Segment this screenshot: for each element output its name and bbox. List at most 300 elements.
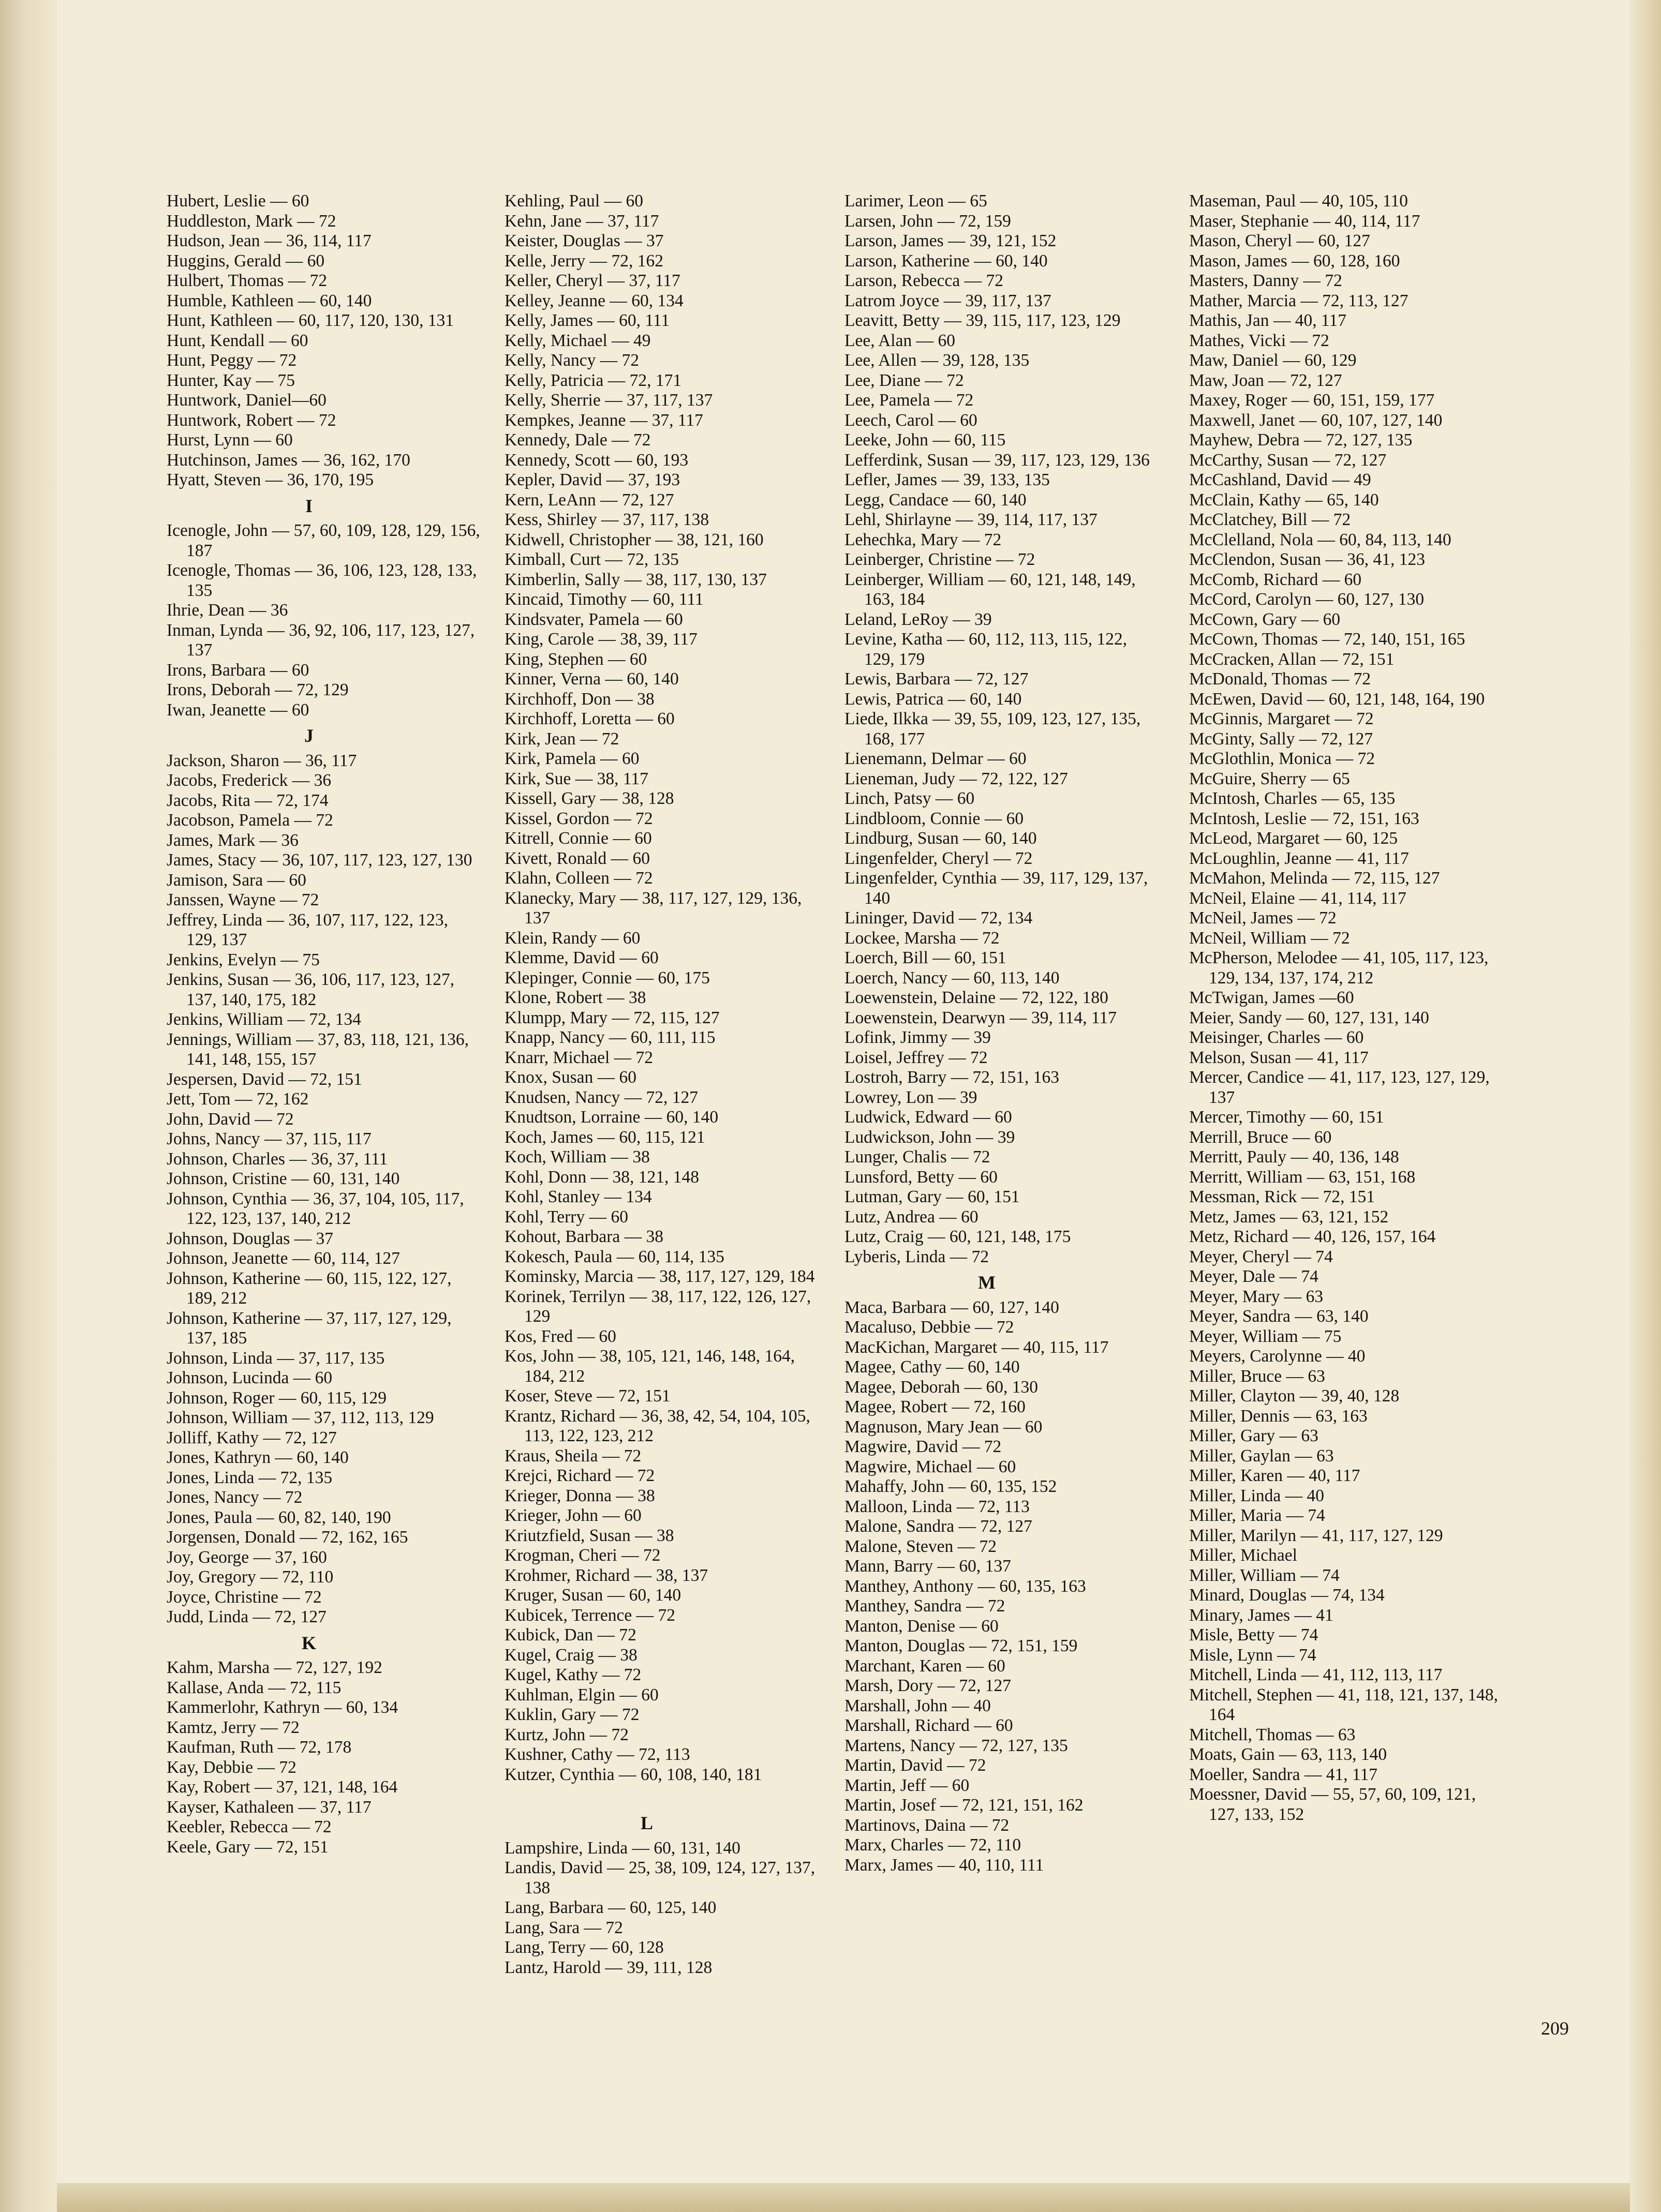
index-entry: Kraus, Sheila — 72 (505, 1446, 642, 1466)
index-entry: MacKichan, Margaret — 40, 115, 117 (844, 1337, 1109, 1357)
index-entry: Koser, Steve — 72, 151 (505, 1386, 671, 1406)
index-entry: Lewis, Barbara — 72, 127 (844, 669, 1029, 689)
index-entry: Jones, Nancy — 72 (167, 1488, 303, 1507)
index-entry: Magnuson, Mary Jean — 60 (844, 1417, 1043, 1437)
index-entry: Hutchinson, James — 36, 162, 170 (167, 450, 410, 470)
index-entry: Maseman, Paul — 40, 105, 110 (1189, 191, 1408, 211)
index-entry: Leavitt, Betty — 39, 115, 117, 123, 129 (844, 311, 1121, 330)
index-entry: Kurtz, John — 72 (505, 1725, 629, 1744)
index-entry: Kokesch, Paula — 60, 114, 135 (505, 1247, 724, 1266)
index-entry: Klone, Robert — 38 (505, 988, 646, 1007)
index-column-1 (167, 191, 482, 1857)
index-entry: Mason, Cheryl — 60, 127 (1189, 231, 1370, 250)
index-column-4 (1189, 191, 1505, 1825)
index-entry: Humble, Kathleen — 60, 140 (167, 291, 372, 310)
index-entry: Lee, Allen — 39, 128, 135 (844, 351, 1030, 370)
index-entry: Larsen, John — 72, 159 (844, 211, 1011, 231)
index-entry: Irons, Deborah — 72, 129 (167, 680, 349, 699)
index-entry: Lowrey, Lon — 39 (844, 1087, 977, 1107)
index-entry: Minard, Douglas — 74, 134 (1189, 1586, 1385, 1605)
index-entry: Leech, Carol — 60 (844, 410, 977, 430)
index-entry: Maxwell, Janet — 60, 107, 127, 140 (1189, 410, 1443, 430)
index-entry: Kissell, Gary — 38, 128 (505, 789, 674, 808)
index-entry: Kehling, Paul — 60 (505, 191, 643, 211)
index-entry: Jacobs, Frederick — 36 (167, 771, 332, 790)
index-entry: Huggins, Gerald — 60 (167, 251, 325, 271)
index-entry: Leinberger, Christine — 72 (844, 550, 1035, 569)
index-entry: Judd, Linda — 72, 127 (167, 1607, 327, 1626)
index-entry: Knarr, Michael — 72 (505, 1048, 654, 1067)
index-entry: Hubert, Leslie — 60 (167, 191, 309, 211)
index-entry: James, Mark — 36 (167, 830, 299, 850)
index-entry: Kirk, Pamela — 60 (505, 749, 640, 768)
index-entry: Miller, Michael (1189, 1546, 1297, 1565)
index-entry: Masters, Danny — 72 (1189, 271, 1342, 290)
index-entry: Johnson, Linda — 37, 117, 135 (167, 1348, 385, 1368)
index-entry: Klein, Randy — 60 (505, 928, 641, 948)
section-letter: J (304, 725, 314, 746)
index-entry: Malone, Sandra — 72, 127 (844, 1517, 1032, 1536)
index-entry: Meyer, Sandra — 63, 140 (1189, 1307, 1369, 1326)
index-entry: Maxey, Roger — 60, 151, 159, 177 (1189, 391, 1435, 410)
index-entry: Hudson, Jean — 36, 114, 117 (167, 231, 372, 250)
index-entry: Hunt, Kathleen — 60, 117, 120, 130, 131 (167, 311, 454, 330)
index-entry: Lehl, Shirlayne — 39, 114, 117, 137 (844, 510, 1098, 529)
index-entry: Kay, Debbie — 72 (167, 1757, 296, 1777)
index-entry: Kennedy, Dale — 72 (505, 430, 651, 450)
index-entry: Martin, Josef — 72, 121, 151, 162 (844, 1796, 1084, 1815)
index-entry: Loewenstein, Delaine — 72, 122, 180 (844, 988, 1108, 1007)
index-entry: Lutman, Gary — 60, 151 (844, 1187, 1020, 1206)
index-column-3 (844, 191, 1160, 1875)
index-entry: Lutz, Andrea — 60 (844, 1207, 978, 1227)
index-entry: Lockee, Marsha — 72 (844, 928, 1000, 948)
index-entry: Melson, Susan — 41, 117 (1189, 1048, 1369, 1067)
index-entry: McGinty, Sally — 72, 127 (1189, 729, 1373, 749)
index-entry: Hyatt, Steven — 36, 170, 195 (167, 470, 374, 489)
index-entry: Krieger, John — 60 (505, 1506, 642, 1525)
index-entry: Kuklin, Gary — 72 (505, 1705, 640, 1724)
index-entry: Lofink, Jimmy — 39 (844, 1028, 991, 1047)
index-entry: Mathes, Vicki — 72 (1189, 331, 1329, 350)
index-entry: Kirchhoff, Don — 38 (505, 689, 655, 709)
index-entry: Kohl, Donn — 38, 121, 148 (505, 1167, 699, 1187)
index-entry: Johnson, Douglas — 37 (167, 1229, 333, 1248)
index-entry: Jespersen, David — 72, 151 (167, 1069, 362, 1089)
index-entry: Lehechka, Mary — 72 (844, 530, 1002, 549)
index-entry: Linch, Patsy — 60 (844, 789, 975, 808)
index-entry: McCord, Carolyn — 60, 127, 130 (1189, 590, 1425, 609)
index-entry: McComb, Richard — 60 (1189, 570, 1362, 589)
index-entry: Marshall, Richard — 60 (844, 1716, 1013, 1735)
index-entry: Messman, Rick — 72, 151 (1189, 1187, 1375, 1206)
index-entry: Miller, William — 74 (1189, 1565, 1340, 1585)
index-entry: Mann, Barry — 60, 137 (844, 1557, 1011, 1576)
index-entry: Kushner, Cathy — 72, 113 (505, 1745, 690, 1764)
index-entry: Kissel, Gordon — 72 (505, 809, 653, 828)
index-entry: Lantz, Harold — 39, 111, 128 (505, 1957, 713, 1977)
index-entry: Legg, Candace — 60, 140 (844, 490, 1027, 510)
index-entry: Moeller, Sandra — 41, 117 (1189, 1765, 1377, 1784)
index-entry: Johnson, Cristine — 60, 131, 140 (167, 1169, 400, 1188)
index-entry: Mitchell, Stephen — 41, 118, 121, 137, 148, 164 (1189, 1685, 1499, 1724)
index-entry: Manthey, Sandra — 72 (844, 1596, 1005, 1616)
index-entry: Kelly, Patricia — 72, 171 (505, 370, 682, 390)
index-entry: Kos, John — 38, 105, 121, 146, 148, 164, 184, 212 (505, 1347, 795, 1386)
index-entry: Kelly, Sherrie — 37, 117, 137 (505, 391, 713, 410)
index-entry: Icenogle, John — 57, 60, 109, 128, 129, 156, 187 (167, 521, 480, 560)
index-entry: Manton, Douglas — 72, 151, 159 (844, 1636, 1078, 1655)
index-entry: Miller, Maria — 74 (1189, 1506, 1325, 1525)
index-entry: Koch, James — 60, 115, 121 (505, 1127, 705, 1147)
index-entry: McDonald, Thomas — 72 (1189, 669, 1371, 689)
index-entry: McNeil, William — 72 (1189, 928, 1350, 948)
index-entry: Kuhlman, Elgin — 60 (505, 1685, 659, 1705)
index-entry: Keebler, Rebecca — 72 (167, 1817, 332, 1836)
index-entry: Kahm, Marsha — 72, 127, 192 (167, 1658, 382, 1677)
index-entry: Lininger, David — 72, 134 (844, 908, 1033, 928)
index-entry: Knudtson, Lorraine — 60, 140 (505, 1108, 719, 1127)
index-entry: Lefler, James — 39, 133, 135 (844, 470, 1050, 489)
index-entry: Jacobson, Pamela — 72 (167, 811, 333, 830)
index-entry: Mitchell, Thomas — 63 (1189, 1725, 1356, 1744)
index-entry: Huddleston, Mark — 72 (167, 211, 336, 231)
index-entry: Miller, Linda — 40 (1189, 1486, 1325, 1505)
section-letter: K (301, 1632, 316, 1653)
index-entry: Levine, Katha — 60, 112, 113, 115, 122, 129, 179 (844, 630, 1128, 669)
index-entry: King, Carole — 38, 39, 117 (505, 630, 698, 649)
index-entry: Lang, Sara — 72 (505, 1918, 623, 1937)
index-entry: McGuire, Sherry — 65 (1189, 769, 1350, 788)
index-entry: Loewenstein, Dearwyn — 39, 114, 117 (844, 1008, 1117, 1027)
index-entry: Keele, Gary — 72, 151 (167, 1837, 329, 1857)
index-entry: Leinberger, William — 60, 121, 148, 149, 163, 184 (844, 570, 1136, 609)
index-entry: Marshall, John — 40 (844, 1696, 991, 1715)
index-entry: Klepinger, Connie — 60, 175 (505, 968, 710, 988)
index-entry: Lostroh, Barry — 72, 151, 163 (844, 1068, 1059, 1087)
index-entry: McGinnis, Margaret — 72 (1189, 709, 1374, 728)
index-entry: Jenkins, Evelyn — 75 (167, 950, 320, 969)
index-entry: Hunt, Peggy — 72 (167, 351, 297, 370)
index-entry: Kinner, Verna — 60, 140 (505, 669, 679, 689)
index-entry: Korinek, Terrilyn — 38, 117, 122, 126, 127, 129 (505, 1287, 811, 1326)
index-entry: Joy, Gregory — 72, 110 (167, 1567, 334, 1587)
index-entry: McClelland, Nola — 60, 84, 113, 140 (1189, 530, 1451, 549)
column-gap (505, 1785, 820, 1807)
index-entry: Johnson, Lucinda — 60 (167, 1368, 333, 1387)
index-entry: Leland, LeRoy — 39 (844, 609, 992, 629)
index-entry: John, David — 72 (167, 1109, 294, 1129)
index-entry: Kelle, Jerry — 72, 162 (505, 251, 664, 271)
index-entry: Kelly, James — 60, 111 (505, 311, 670, 330)
index-entry: Malone, Steven — 72 (844, 1536, 997, 1556)
index-entry: Kohl, Terry — 60 (505, 1207, 628, 1227)
index-entry: Kayser, Kathaleen — 37, 117 (167, 1797, 372, 1817)
index-entry: Maca, Barbara — 60, 127, 140 (844, 1297, 1059, 1317)
index-entry: Lampshire, Linda — 60, 131, 140 (505, 1838, 740, 1858)
index-entry: King, Stephen — 60 (505, 649, 647, 669)
index-entry: McCarthy, Susan — 72, 127 (1189, 450, 1387, 470)
index-entry: Johnson, Roger — 60, 115, 129 (167, 1388, 387, 1408)
index-entry: Kimball, Curt — 72, 135 (505, 550, 679, 569)
index-entry: Lewis, Patrica — 60, 140 (844, 689, 1022, 709)
index-entry: Janssen, Wayne — 72 (167, 890, 319, 909)
index-entry: McClain, Kathy — 65, 140 (1189, 490, 1379, 510)
index-entry: Moats, Gain — 63, 113, 140 (1189, 1745, 1387, 1764)
index-entry: Krohmer, Richard — 38, 137 (505, 1565, 708, 1585)
index-entry: Meyer, Cheryl — 74 (1189, 1247, 1333, 1266)
section-letter: L (640, 1813, 653, 1833)
index-entry: Marchant, Karen — 60 (844, 1656, 1005, 1676)
index-entry: Kriutzfield, Susan — 38 (505, 1526, 674, 1545)
index-entry: Kammerlohr, Kathryn — 60, 134 (167, 1698, 398, 1717)
index-entry: Kindsvater, Pamela — 60 (505, 609, 683, 629)
index-entry: Magee, Robert — 72, 160 (844, 1397, 1026, 1416)
index-entry: Ihrie, Dean — 36 (167, 601, 288, 620)
index-entry: McCown, Gary — 60 (1189, 609, 1341, 629)
index-entry: Kivett, Ronald — 60 (505, 848, 650, 868)
index-entry: McNeil, Elaine — 41, 114, 117 (1189, 888, 1406, 908)
index-entry: Kohl, Stanley — 134 (505, 1187, 652, 1206)
index-entry: Kutzer, Cynthia — 60, 108, 140, 181 (505, 1765, 762, 1784)
index-entry: Kubick, Dan — 72 (505, 1625, 636, 1645)
index-entry: Hurst, Lynn — 60 (167, 430, 293, 450)
index-entry: Mathis, Jan — 40, 117 (1189, 311, 1346, 330)
index-entry: Lingenfelder, Cheryl — 72 (844, 848, 1033, 868)
index-entry: Miller, Bruce — 63 (1189, 1366, 1325, 1386)
index-entry: Lee, Pamela — 72 (844, 391, 974, 410)
index-entry: McCracken, Allan — 72, 151 (1189, 649, 1395, 669)
section-letter: M (978, 1272, 996, 1293)
index-entry: Lindburg, Susan — 60, 140 (844, 829, 1037, 848)
index-entry: McGlothlin, Monica — 72 (1189, 749, 1375, 768)
index-entry: Magee, Cathy — 60, 140 (844, 1357, 1020, 1377)
index-entry: Larimer, Leon — 65 (844, 191, 987, 211)
index-entry: Moessner, David — 55, 57, 60, 109, 121, 127, 133, 152 (1189, 1785, 1476, 1824)
index-entry: Manthey, Anthony — 60, 135, 163 (844, 1576, 1086, 1596)
index-entry: Manton, Denise — 60 (844, 1616, 999, 1636)
index-entry: Meyer, Mary — 63 (1189, 1287, 1324, 1306)
index-entry: Malloon, Linda — 72, 113 (844, 1497, 1030, 1516)
index-entry: Miller, Karen — 40, 117 (1189, 1466, 1360, 1485)
index-entry: McIntosh, Leslie — 72, 151, 163 (1189, 809, 1419, 828)
index-entry: McTwigan, James —60 (1189, 988, 1354, 1007)
index-entry: Inman, Lynda — 36, 92, 106, 117, 123, 127, 137 (167, 620, 475, 660)
index-entry: Kincaid, Timothy — 60, 111 (505, 590, 704, 609)
index-entry: Merritt, William — 63, 151, 168 (1189, 1167, 1416, 1187)
index-entry: Merritt, Pauly — 40, 136, 148 (1189, 1147, 1399, 1167)
index-entry: Loerch, Nancy — 60, 113, 140 (844, 968, 1060, 988)
index-entry: Jeffrey, Linda — 36, 107, 117, 122, 123, 129, 137 (167, 910, 448, 949)
index-entry: Krantz, Richard — 36, 38, 42, 54, 104, 105, 113, 122, 123, 212 (505, 1406, 810, 1445)
index-entry: Kelly, Nancy — 72 (505, 351, 640, 370)
index-entry: Kohout, Barbara — 38 (505, 1227, 664, 1246)
index-entry: Mercer, Timothy — 60, 151 (1189, 1108, 1384, 1127)
index-entry: Kempkes, Jeanne — 37, 117 (505, 410, 703, 430)
index-entry: McIntosh, Charles — 65, 135 (1189, 789, 1396, 808)
index-entry: Jenkins, William — 72, 134 (167, 1010, 361, 1029)
index-entry: Kallase, Anda — 72, 115 (167, 1678, 342, 1697)
index-entry: Loisel, Jeffrey — 72 (844, 1048, 988, 1067)
index-entry: Jorgensen, Donald — 72, 162, 165 (167, 1528, 408, 1547)
index-entry: Jamison, Sara — 60 (167, 870, 306, 890)
index-entry: Magee, Deborah — 60, 130 (844, 1377, 1038, 1397)
index-entry: Loerch, Bill — 60, 151 (844, 948, 1006, 967)
index-entry: Icenogle, Thomas — 36, 106, 123, 128, 133, 135 (167, 561, 477, 600)
index-entry: Maw, Joan — 72, 127 (1189, 370, 1342, 390)
index-entry: Kugel, Kathy — 72 (505, 1665, 642, 1684)
index-entry: Jennings, William — 37, 83, 118, 121, 136, 141, 148, 155, 157 (167, 1029, 469, 1069)
index-entry: Kugel, Craig — 38 (505, 1645, 637, 1665)
index-entry: Knox, Susan — 60 (505, 1068, 636, 1087)
index-entry: Kehn, Jane — 37, 117 (505, 211, 659, 231)
index-entry: Joyce, Christine — 72 (167, 1587, 322, 1607)
index-entry: Kubicek, Terrence — 72 (505, 1605, 676, 1625)
index-entry: Kelley, Jeanne — 60, 134 (505, 291, 684, 310)
index-entry: Kominsky, Marcia — 38, 117, 127, 129, 184 (505, 1267, 815, 1286)
index-entry: Jacobs, Rita — 72, 174 (167, 790, 329, 810)
index-entry: Larson, Rebecca — 72 (844, 271, 1003, 290)
index-entry: Jackson, Sharon — 36, 117 (167, 751, 357, 770)
index-entry: Mason, James — 60, 128, 160 (1189, 251, 1400, 271)
index-entry: Kitrell, Connie — 60 (505, 829, 652, 848)
index-entry: Kern, LeAnn — 72, 127 (505, 490, 674, 510)
index-entry: Hunt, Kendall — 60 (167, 331, 308, 350)
right-page-edge (1630, 0, 1661, 2212)
index-entry: Metz, Richard — 40, 126, 157, 164 (1189, 1227, 1436, 1246)
index-entry: Huntwork, Robert — 72 (167, 410, 336, 430)
index-entry: Liede, Ilkka — 39, 55, 109, 123, 127, 135, 168, 177 (844, 709, 1141, 749)
index-entry: Meisinger, Charles — 60 (1189, 1028, 1364, 1047)
index-entry: Kelly, Michael — 49 (505, 331, 651, 350)
index-entry: Hunter, Kay — 75 (167, 370, 295, 390)
index-entry: Maw, Daniel — 60, 129 (1189, 351, 1357, 370)
index-entry: Irons, Barbara — 60 (167, 660, 309, 680)
index-entry: McLoughlin, Jeanne — 41, 117 (1189, 848, 1409, 868)
index-entry: Knapp, Nancy — 60, 111, 115 (505, 1028, 716, 1047)
index-entry: Huntwork, Daniel—60 (167, 391, 327, 410)
index-entry: Krogman, Cheri — 72 (505, 1546, 661, 1565)
index-entry: Larson, Katherine — 60, 140 (844, 251, 1048, 271)
index-entry: Martinovs, Daina — 72 (844, 1815, 1010, 1835)
index-entry: Johnson, Jeanette — 60, 114, 127 (167, 1249, 400, 1268)
index-entry: Misle, Betty — 74 (1189, 1625, 1318, 1645)
index-entry: Knudsen, Nancy — 72, 127 (505, 1087, 699, 1107)
index-entry: Lee, Diane — 72 (844, 370, 964, 390)
index-entry: Kess, Shirley — 37, 117, 138 (505, 510, 709, 529)
index-entry: Miller, Gaylan — 63 (1189, 1446, 1334, 1466)
index-entry: Kos, Fred — 60 (505, 1326, 616, 1346)
index-entry: Lienemann, Delmar — 60 (844, 749, 1027, 768)
index-entry: Lindbloom, Connie — 60 (844, 809, 1024, 828)
index-entry: Mahaffy, John — 60, 135, 152 (844, 1477, 1057, 1496)
index-entry: Miller, Dennis — 63, 163 (1189, 1406, 1368, 1426)
index-entry: Klanecky, Mary — 38, 117, 127, 129, 136, 137 (505, 888, 802, 928)
index-entry: Meyers, Carolynne — 40 (1189, 1347, 1366, 1366)
index-entry: Iwan, Jeanette — 60 (167, 700, 309, 720)
index-entry: Lingenfelder, Cynthia — 39, 117, 129, 137, 140 (844, 869, 1148, 908)
index-entry: Mercer, Candice — 41, 117, 123, 127, 129, 137 (1189, 1068, 1490, 1107)
index-entry: Mayhew, Debra — 72, 127, 135 (1189, 430, 1413, 450)
index-entry: Meyer, William — 75 (1189, 1326, 1342, 1346)
index-entry: Lefferdink, Susan — 39, 117, 123, 129, 136 (844, 450, 1150, 470)
index-entry: Miller, Clayton — 39, 40, 128 (1189, 1386, 1400, 1406)
index-entry: Lieneman, Judy — 72, 122, 127 (844, 769, 1068, 788)
index-entry: Keller, Cheryl — 37, 117 (505, 271, 680, 290)
index-entry: Jenkins, Susan — 36, 106, 117, 123, 127, 137, 140, 175, 182 (167, 970, 455, 1009)
index-entry: Mather, Marcia — 72, 113, 127 (1189, 291, 1408, 310)
index-entry: McCashland, David — 49 (1189, 470, 1371, 489)
index-entry: Magwire, Michael — 60 (844, 1457, 1016, 1476)
index-entry: Keister, Douglas — 37 (505, 231, 664, 250)
index-entry: Misle, Lynn — 74 (1189, 1645, 1316, 1665)
index-entry: Kirk, Jean — 72 (505, 729, 619, 749)
index-entry: Lunsford, Betty — 60 (844, 1167, 998, 1187)
index-entry: Miller, Marilyn — 41, 117, 127, 129 (1189, 1526, 1443, 1545)
index-entry: Mitchell, Linda — 41, 112, 113, 117 (1189, 1665, 1443, 1684)
index-entry: McLeod, Margaret — 60, 125 (1189, 829, 1398, 848)
index-entry: Lunger, Chalis — 72 (844, 1147, 990, 1167)
index-entry: Miller, Gary — 63 (1189, 1426, 1318, 1445)
index-entry: Meyer, Dale — 74 (1189, 1267, 1318, 1286)
index-entry: Kimberlin, Sally — 38, 117, 130, 137 (505, 570, 767, 589)
index-entry: McNeil, James — 72 (1189, 908, 1337, 928)
index-entry: Klemme, David — 60 (505, 948, 659, 967)
index-entry: Marx, James — 40, 110, 111 (844, 1855, 1044, 1875)
index-entry: Macaluso, Debbie — 72 (844, 1318, 1014, 1337)
index-entry: Hulbert, Thomas — 72 (167, 271, 328, 290)
index-entry: Klumpp, Mary — 72, 115, 127 (505, 1008, 720, 1027)
index-entry: Kennedy, Scott — 60, 193 (505, 450, 689, 470)
index-entry: McMahon, Melinda — 72, 115, 127 (1189, 869, 1440, 888)
index-entry: Meier, Sandy — 60, 127, 131, 140 (1189, 1008, 1429, 1027)
index-entry: Johnson, Charles — 36, 37, 111 (167, 1149, 388, 1169)
index-entry: Martin, David — 72 (844, 1756, 986, 1775)
index-entry: Latrom Joyce — 39, 117, 137 (844, 291, 1051, 310)
index-entry: Ludwickson, John — 39 (844, 1127, 1015, 1147)
index-entry: McCown, Thomas — 72, 140, 151, 165 (1189, 630, 1465, 649)
index-entry: Magwire, David — 72 (844, 1437, 1002, 1456)
index-entry: Jones, Kathryn — 60, 140 (167, 1448, 349, 1467)
index-entry: Kay, Robert — 37, 121, 148, 164 (167, 1777, 398, 1797)
index-entry: Leeke, John — 60, 115 (844, 430, 1006, 450)
index-entry: Joy, George — 37, 160 (167, 1547, 327, 1567)
index-entry: McEwen, David — 60, 121, 148, 164, 190 (1189, 689, 1485, 709)
index-entry: Lee, Alan — 60 (844, 331, 955, 350)
index-entry: Kidwell, Christopher — 38, 121, 160 (505, 530, 764, 549)
index-entry: Marsh, Dory — 72, 127 (844, 1676, 1011, 1695)
index-entry: Kepler, David — 37, 193 (505, 470, 680, 489)
index-entry: Lang, Terry — 60, 128 (505, 1938, 664, 1957)
index-entry: Johnson, Katherine — 60, 115, 122, 127, 189, 212 (167, 1268, 452, 1308)
index-entry: Merrill, Bruce — 60 (1189, 1127, 1332, 1147)
index-entry: Kirchhoff, Loretta — 60 (505, 709, 675, 728)
index-entry: Metz, James — 63, 121, 152 (1189, 1207, 1389, 1227)
index-entry: Minary, James — 41 (1189, 1605, 1333, 1625)
index-entry: McClatchey, Bill — 72 (1189, 510, 1351, 529)
index-entry: James, Stacy — 36, 107, 117, 123, 127, 130 (167, 850, 472, 870)
index-entry: Lyberis, Linda — 72 (844, 1247, 989, 1266)
index-entry: Landis, David — 25, 38, 109, 124, 127, 137, 138 (505, 1858, 815, 1897)
index-entry: Kamtz, Jerry — 72 (167, 1717, 300, 1737)
index-entry: Johns, Nancy — 37, 115, 117 (167, 1129, 372, 1148)
index-entry: McPherson, Melodee — 41, 105, 117, 123, 129, 134, 137, 174, 212 (1189, 948, 1489, 988)
index-entry: Johnson, Katherine — 37, 117, 127, 129, 137, 185 (167, 1308, 452, 1348)
index-entry: Jolliff, Kathy — 72, 127 (167, 1428, 337, 1447)
index-entry: Martens, Nancy — 72, 127, 135 (844, 1736, 1068, 1755)
index-entry: Koch, William — 38 (505, 1147, 650, 1167)
index-entry: Kruger, Susan — 60, 140 (505, 1586, 681, 1605)
